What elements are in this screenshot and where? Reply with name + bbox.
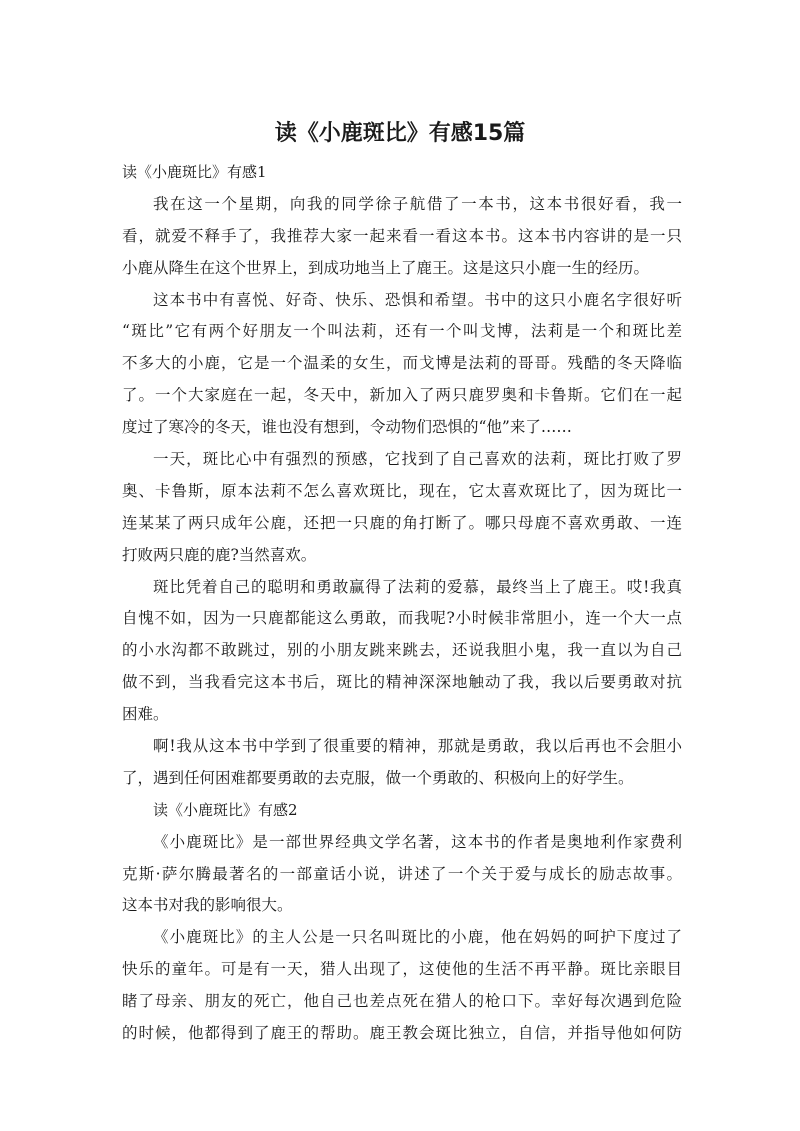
paragraph-line: 我在这一个星期，向我的同学徐子航借了一本书，这本书很好看，我一: [153, 194, 682, 213]
paragraph-line: 睹了母亲、朋友的死亡，他自己也差点死在猎人的枪口下。幸好每次遇到危险: [122, 992, 682, 1011]
paragraph-line: 一天，斑比心中有强烈的预感，它找到了自己喜欢的法莉，斑比打败了罗: [153, 450, 682, 469]
paragraph-line: 《小鹿斑比》的主人公是一只名叫斑比的小鹿，他在妈妈的呵护下度过了: [153, 928, 682, 947]
paragraph-line: 做不到，当我看完这本书后，斑比的精神深深地触动了我，我以后要勇敢对抗: [122, 673, 682, 692]
paragraph-line: 打败两只鹿的鹿?当然喜欢。: [122, 545, 317, 564]
paragraph-line: 奥、卡鲁斯，原本法莉不怎么喜欢斑比，现在，它太喜欢斑比了，因为斑比一: [122, 481, 682, 500]
paragraph-line: 这本书对我的影响很大。: [122, 896, 293, 915]
paragraph-line: 小鹿从降生在这个世界上，到成功地当上了鹿王。这是这只小鹿一生的经历。: [122, 258, 650, 277]
paragraph-line: 的小水沟都不敢跳过，别的小朋友跳来跳去，还说我胆小鬼，我一直以为自己: [122, 641, 682, 660]
paragraph-line: 不多大的小鹿，它是一个温柔的女生，而戈博是法莉的哥哥。残酷的冬天降临: [122, 354, 682, 373]
paragraph-line: 自愧不如，因为一只鹿都能这么勇敢，而我呢?小时候非常胆小，连一个大一点: [122, 609, 682, 628]
paragraph-line: 了。一个大家庭在一起，冬天中，新加入了两只鹿罗奥和卡鲁斯。它们在一起: [122, 386, 682, 405]
paragraph-line: 看，就爱不释手了，我推荐大家一起来看一看这本书。这本书内容讲的是一只: [122, 226, 682, 245]
document-body: [122, 157, 682, 1050]
paragraph-line: 度过了寒冷的冬天，谁也没有想到，令动物们恐惧的“他”来了……: [122, 418, 572, 437]
section-heading: 读《小鹿斑比》有感1: [122, 163, 267, 181]
paragraph-line: 的时候，他都得到了鹿王的帮助。鹿王教会斑比独立，自信，并指导他如何防: [122, 1024, 682, 1043]
paragraph-line: 这本书中有喜悦、好奇、快乐、恐惧和希望。书中的这只小鹿名字很好听: [153, 290, 682, 309]
paragraph-line: 了，遇到任何困难都要勇敢的去克服，做一个勇敢的、积极向上的好学生。: [122, 768, 634, 787]
paragraph-line: 啊!我从这本书中学到了很重要的精神，那就是勇敢，我以后再也不会胆小: [153, 737, 682, 756]
paragraph-line: 克斯·萨尔腾最著名的一部童话小说，讲述了一个关于爱与成长的励志故事。: [122, 864, 682, 883]
paragraph-line: 快乐的童年。可是有一天，猎人出现了，这使他的生活不再平静。斑比亲眼目: [122, 960, 682, 979]
section-heading: 读《小鹿斑比》有感2: [153, 800, 298, 819]
paragraph-line: 困难。: [122, 705, 169, 724]
paragraph-line: 《小鹿斑比》是一部世界经典文学名著，这本书的作者是奥地利作家费利: [153, 832, 682, 851]
document-title: 读《小鹿斑比》有感15篇: [274, 121, 526, 146]
paragraph-line: 连某某了两只成年公鹿，还把一只鹿的角打断了。哪只母鹿不喜欢勇敢、一连: [122, 513, 682, 532]
paragraph-line: 斑比凭着自己的聪明和勇敢赢得了法莉的爱慕，最终当上了鹿王。哎!我真: [153, 577, 682, 596]
paragraph-line: “斑比”它有两个好朋友一个叫法莉，还有一个叫戈博，法莉是一个和斑比差: [122, 322, 682, 341]
